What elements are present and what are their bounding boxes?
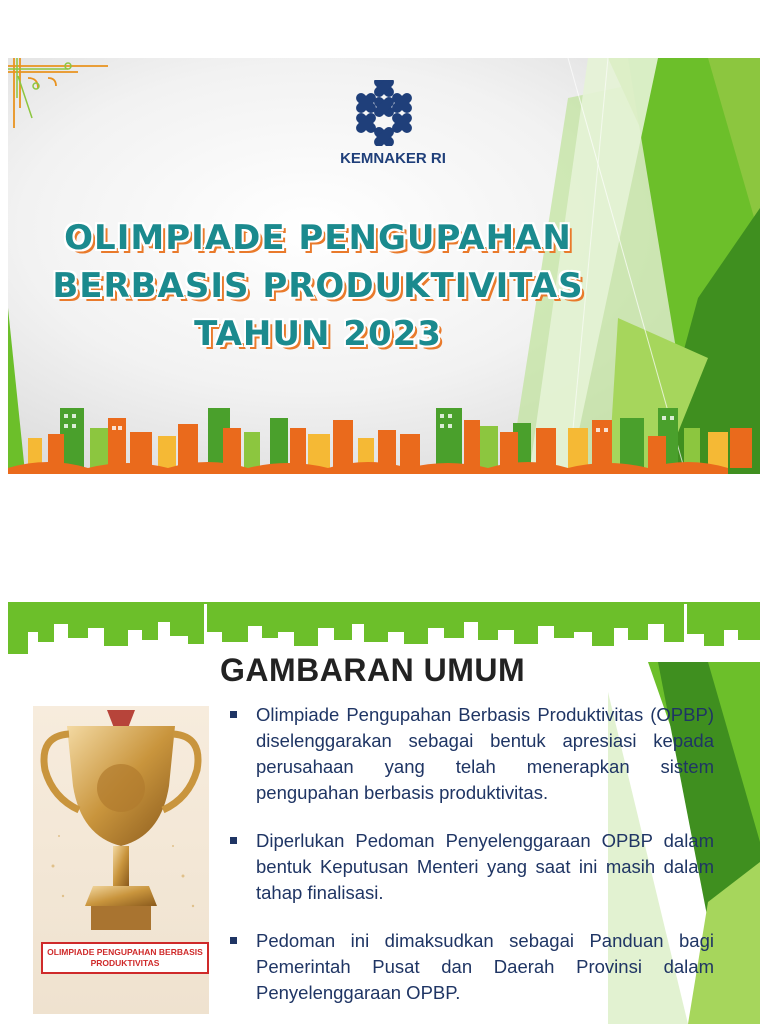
trophy-caption: OLIMPIADE PENGUPAHAN BERBASIS PRODUKTIVITAS — [41, 942, 209, 974]
title-line-1: OLIMPIADE PENGUPAHAN — [64, 218, 572, 258]
bullet-square-icon — [230, 837, 237, 844]
corner-ornament-icon — [8, 58, 118, 148]
bullet-text: Diperlukan Pedoman Penyelenggaraan OPBP dalam bentuk Keputusan Menteri yang saat ini masih dalam tahap finalisasi. — [256, 830, 714, 903]
list-item — [228, 828, 714, 906]
list-item — [228, 928, 714, 1006]
title-slide — [8, 58, 760, 482]
bullet-text: Olimpiade Pengupahan Berbasis Produktivitas (OPBP) diselenggarakan sebagai bentuk apresiasi kepada perusahaan yang telah menerapkan sistem pengupahan berbasis produktivitas. — [256, 704, 714, 803]
bullet-list — [228, 702, 714, 1024]
section-heading: GAMBARAN UMUM — [220, 652, 526, 688]
content-slide — [8, 602, 760, 1024]
list-item — [228, 702, 714, 806]
bullet-text: Pedoman ini dimaksudkan sebagai Panduan bagi Pemerintah Pusat dan Daerah Provinsi dalam Penyelenggaraan OPBP. — [256, 930, 714, 1003]
trophy-image — [33, 706, 209, 1014]
bullet-square-icon — [230, 711, 237, 718]
kemnaker-logo-icon — [346, 80, 422, 146]
city-skyline-icon — [8, 398, 760, 482]
logo-text: KEMNAKER RI — [340, 150, 446, 167]
title-line-3: TAHUN 2023 — [194, 314, 442, 354]
bullet-square-icon — [230, 937, 237, 944]
title-line-2: BERBASIS PRODUKTIVITAS — [52, 266, 584, 306]
